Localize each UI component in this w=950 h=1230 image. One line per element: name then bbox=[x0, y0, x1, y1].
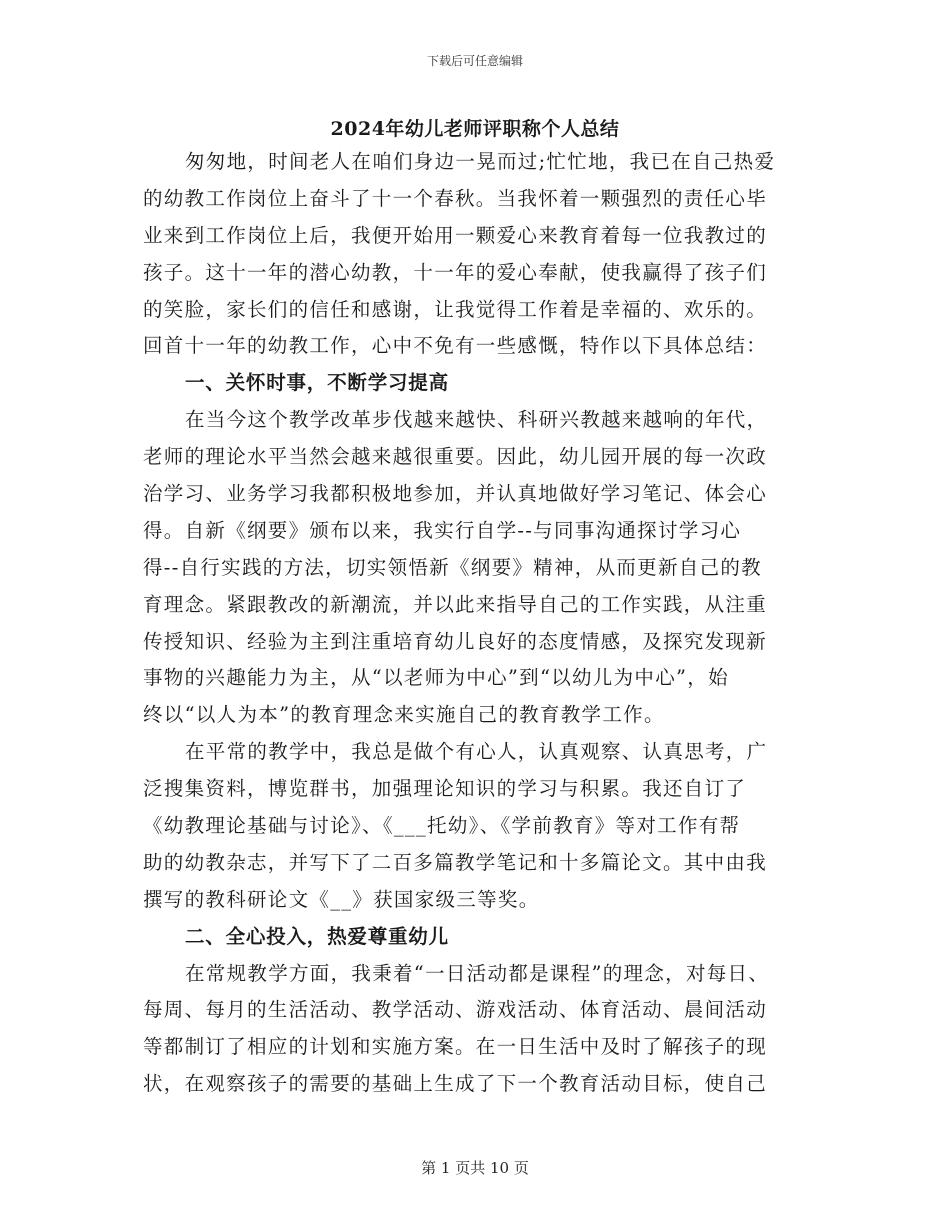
paragraph-line: 《幼教理论基础与讨论》、《___托幼》、《学前教育》等对工作有帮 bbox=[143, 814, 741, 838]
paragraph-line: 育理念。紧跟教改的新潮流，并以此来指导自己的工作实践，从注重 bbox=[143, 592, 768, 616]
paragraph-line: 老师的理论水平当然会越来越很重要。因此，幼儿园开展的每一次政 bbox=[143, 445, 768, 469]
paragraph-line: 在平常的教学中，我总是做个有心人，认真观察、认真思考，广 bbox=[185, 740, 768, 764]
paragraph-line: 撰写的教科研论文《__》获国家级三等奖。 bbox=[143, 887, 540, 911]
document-body bbox=[143, 144, 811, 1103]
paragraph-line: 孩子。这十一年的潜心幼教，十一年的爱心奉献，使我赢得了孩子们 bbox=[143, 260, 768, 284]
paragraph-line: 的笑脸，家长们的信任和感谢，让我觉得工作着是幸福的、欢乐的。 bbox=[143, 297, 768, 321]
paragraph-line: 的幼教工作岗位上奋斗了十一个春秋。当我怀着一颗强烈的责任心毕 bbox=[143, 186, 768, 210]
paragraph-line: 终以“以人为本”的教育理念来实施自己的教育教学工作。 bbox=[143, 703, 665, 727]
section-heading: 二、全心投入，热爱尊重幼儿 bbox=[185, 924, 449, 948]
paragraph-line: 得--自行实践的方法，切实领悟新《纲要》精神，从而更新自己的教 bbox=[143, 555, 762, 579]
section-heading: 一、关怀时事，不断学习提高 bbox=[185, 371, 449, 395]
paragraph-line: 治学习、业务学习我都积极地参加，并认真地做好学习笔记、体会心 bbox=[143, 482, 768, 506]
paragraph-line: 得。自新《纲要》颁布以来，我实行自学--与同事沟通探讨学习心 bbox=[143, 518, 742, 542]
page-footer: 第 1 页共 10 页 bbox=[421, 1159, 529, 1177]
paragraph-line: 在当今这个教学改革步伐越来越快、科研兴教越来越响的年代， bbox=[185, 408, 768, 432]
paragraph-line: 每周、每月的生活活动、教学活动、游戏活动、体育活动、晨间活动 bbox=[143, 998, 768, 1022]
paragraph-line: 业来到工作岗位上后，我便开始用一颗爱心来教育着每一位我教过的 bbox=[143, 223, 768, 247]
paragraph-line: 泛搜集资料，博览群书，加强理论知识的学习与积累。我还自订了 bbox=[143, 777, 747, 801]
paragraph-line: 传授知识、经验为主到注重培育幼儿良好的态度情感，及探究发现新 bbox=[143, 629, 768, 653]
paragraph-line: 等都制订了相应的计划和实施方案。在一日生活中及时了解孩子的现 bbox=[143, 1035, 768, 1059]
document-title: 2024年幼儿老师评职称个人总结 bbox=[330, 118, 620, 140]
paragraph-line: 匆匆地，时间老人在咱们身边一晃而过;忙忙地，我已在自己热爱 bbox=[185, 150, 776, 173]
paragraph-line: 在常规教学方面，我秉着“一日活动都是课程”的理念，对每日、 bbox=[185, 961, 770, 985]
paragraph-line: 事物的兴趣能力为主，从“以老师为中心”到“以幼儿为中心”，始 bbox=[143, 666, 729, 690]
page-header-note: 下载后可任意编辑 bbox=[426, 54, 523, 68]
paragraph-line: 助的幼教杂志，并写下了二百多篇教学笔记和十多篇论文。其中由我 bbox=[143, 850, 768, 874]
paragraph-line: 状，在观察孩子的需要的基础上生成了下一个教育活动目标，使自己 bbox=[143, 1072, 768, 1096]
paragraph-line: 回首十一年的幼教工作，心中不免有一些感慨，特作以下具体总结： bbox=[143, 334, 768, 358]
